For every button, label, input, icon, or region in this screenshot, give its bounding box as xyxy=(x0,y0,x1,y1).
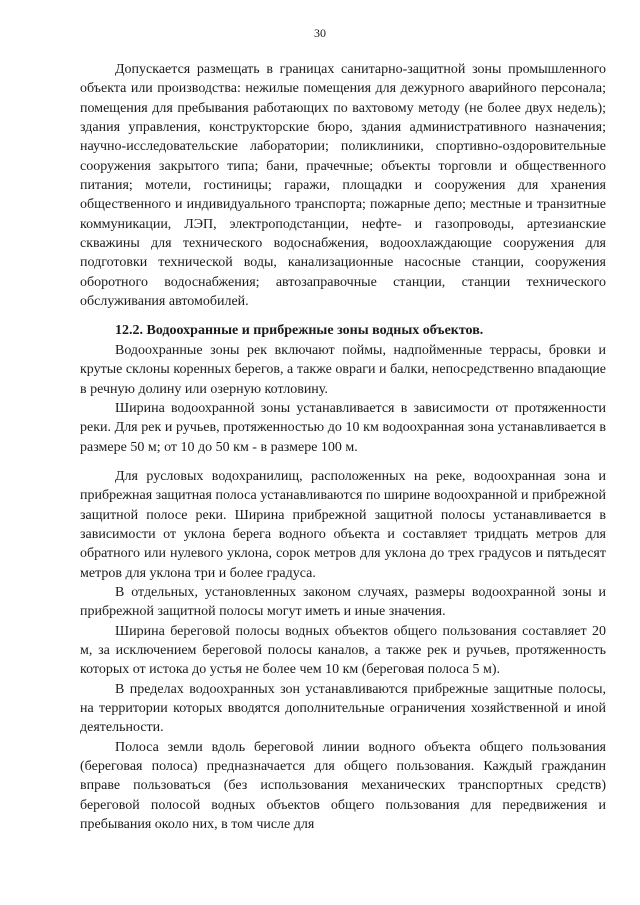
paragraph-water-zone-width: Ширина водоохранной зоны устанавливается в зависимости от протяженности реки. Для рек и ручьев, протяженностью до 10 км водоохранная зона устанавливается в размере 50 м; от 10 до 50 км - в размере 100 м. xyxy=(80,400,606,455)
paragraph-reservoirs: Для русловых водохранилищ, расположенных на реке, водоохранная зона и прибрежная защитная полоса устанавливаются по ширине водоохранной и прибрежной защитной полосе реки. Ширина прибрежной защитной полосы устанавливается в зависимости от уклона берега водного объекта и составляет тридцать метров для обратного или нулевого уклона, сорок метров для уклона до трех градусов и пятьдесят метров для уклона три и более градуса. xyxy=(80,468,606,581)
page-number: 30 xyxy=(314,26,326,40)
paragraph-protective-strips: В пределах водоохранных зон устанавливаются прибрежные защитные полосы, на территории которых вводятся дополнительные ограничения хозяйственной и иной деятельности. xyxy=(80,681,606,736)
paragraph-special-cases: В отдельных, установленных законом случаях, размеры водоохранной зоны и прибрежной защитной полосы могут иметь и иные значения. xyxy=(80,584,606,620)
paragraph-sanitary-zone: Допускается размещать в границах санитарно-защитной зоны промышленного объекта или производства: нежилые помещения для дежурного аварийного персонала; помещения для пребывания работающих по вахтовому методу (не более двух недель); здания управления, конструкторские бюро, здания административного назначения; научно-исследовательские лаборатории; поликлиники, спортивно-оздоровительные сооружения закрытого типа; бани, прачечные; объекты торговли и общественного питания; мотели, гостиницы; гаражи, площадки и сооружения для хранения общественного и индивидуального транспорта; пожарные депо; местные и транзитные коммуникации, ЛЭП, электроподстанции, нефте- и газопроводы, артезианские скважины для технического водоснабжения, водоохлаждающие сооружения для подготовки технической воды, канализационные насосные станции, сооружения оборотного водоснабжения; автозаправочные станции, станции технического обслуживания автомобилей. xyxy=(80,62,606,310)
page-content xyxy=(80,60,606,834)
paragraph-water-zone-composition: Водоохранные зоны рек включают поймы, надпойменные террасы, бровки и крутые склоны коренных берегов, а также овраги и балки, непосредственно впадающие в речную долину или озерную котловину. xyxy=(80,342,606,397)
paragraph-shore-strip-width: Ширина береговой полосы водных объектов общего пользования составляет 20 м, за исключением береговой полосы каналов, а также рек и ручьев, протяженность которых от истока до устья не более чем 10 км (береговая полоса 5 м). xyxy=(80,623,606,678)
paragraph-public-shore-strip: Полоса земли вдоль береговой линии водного объекта общего пользования (береговая полоса) предназначается для общего пользования. Каждый гражданин вправе пользоваться (без использования механических транспортных средств) береговой полосой водных объектов общего пользования для передвижения и пребывания около них, в том числе для xyxy=(80,739,606,833)
section-heading: 12.2. Водоохранные и прибрежные зоны водных объектов. xyxy=(115,323,484,339)
